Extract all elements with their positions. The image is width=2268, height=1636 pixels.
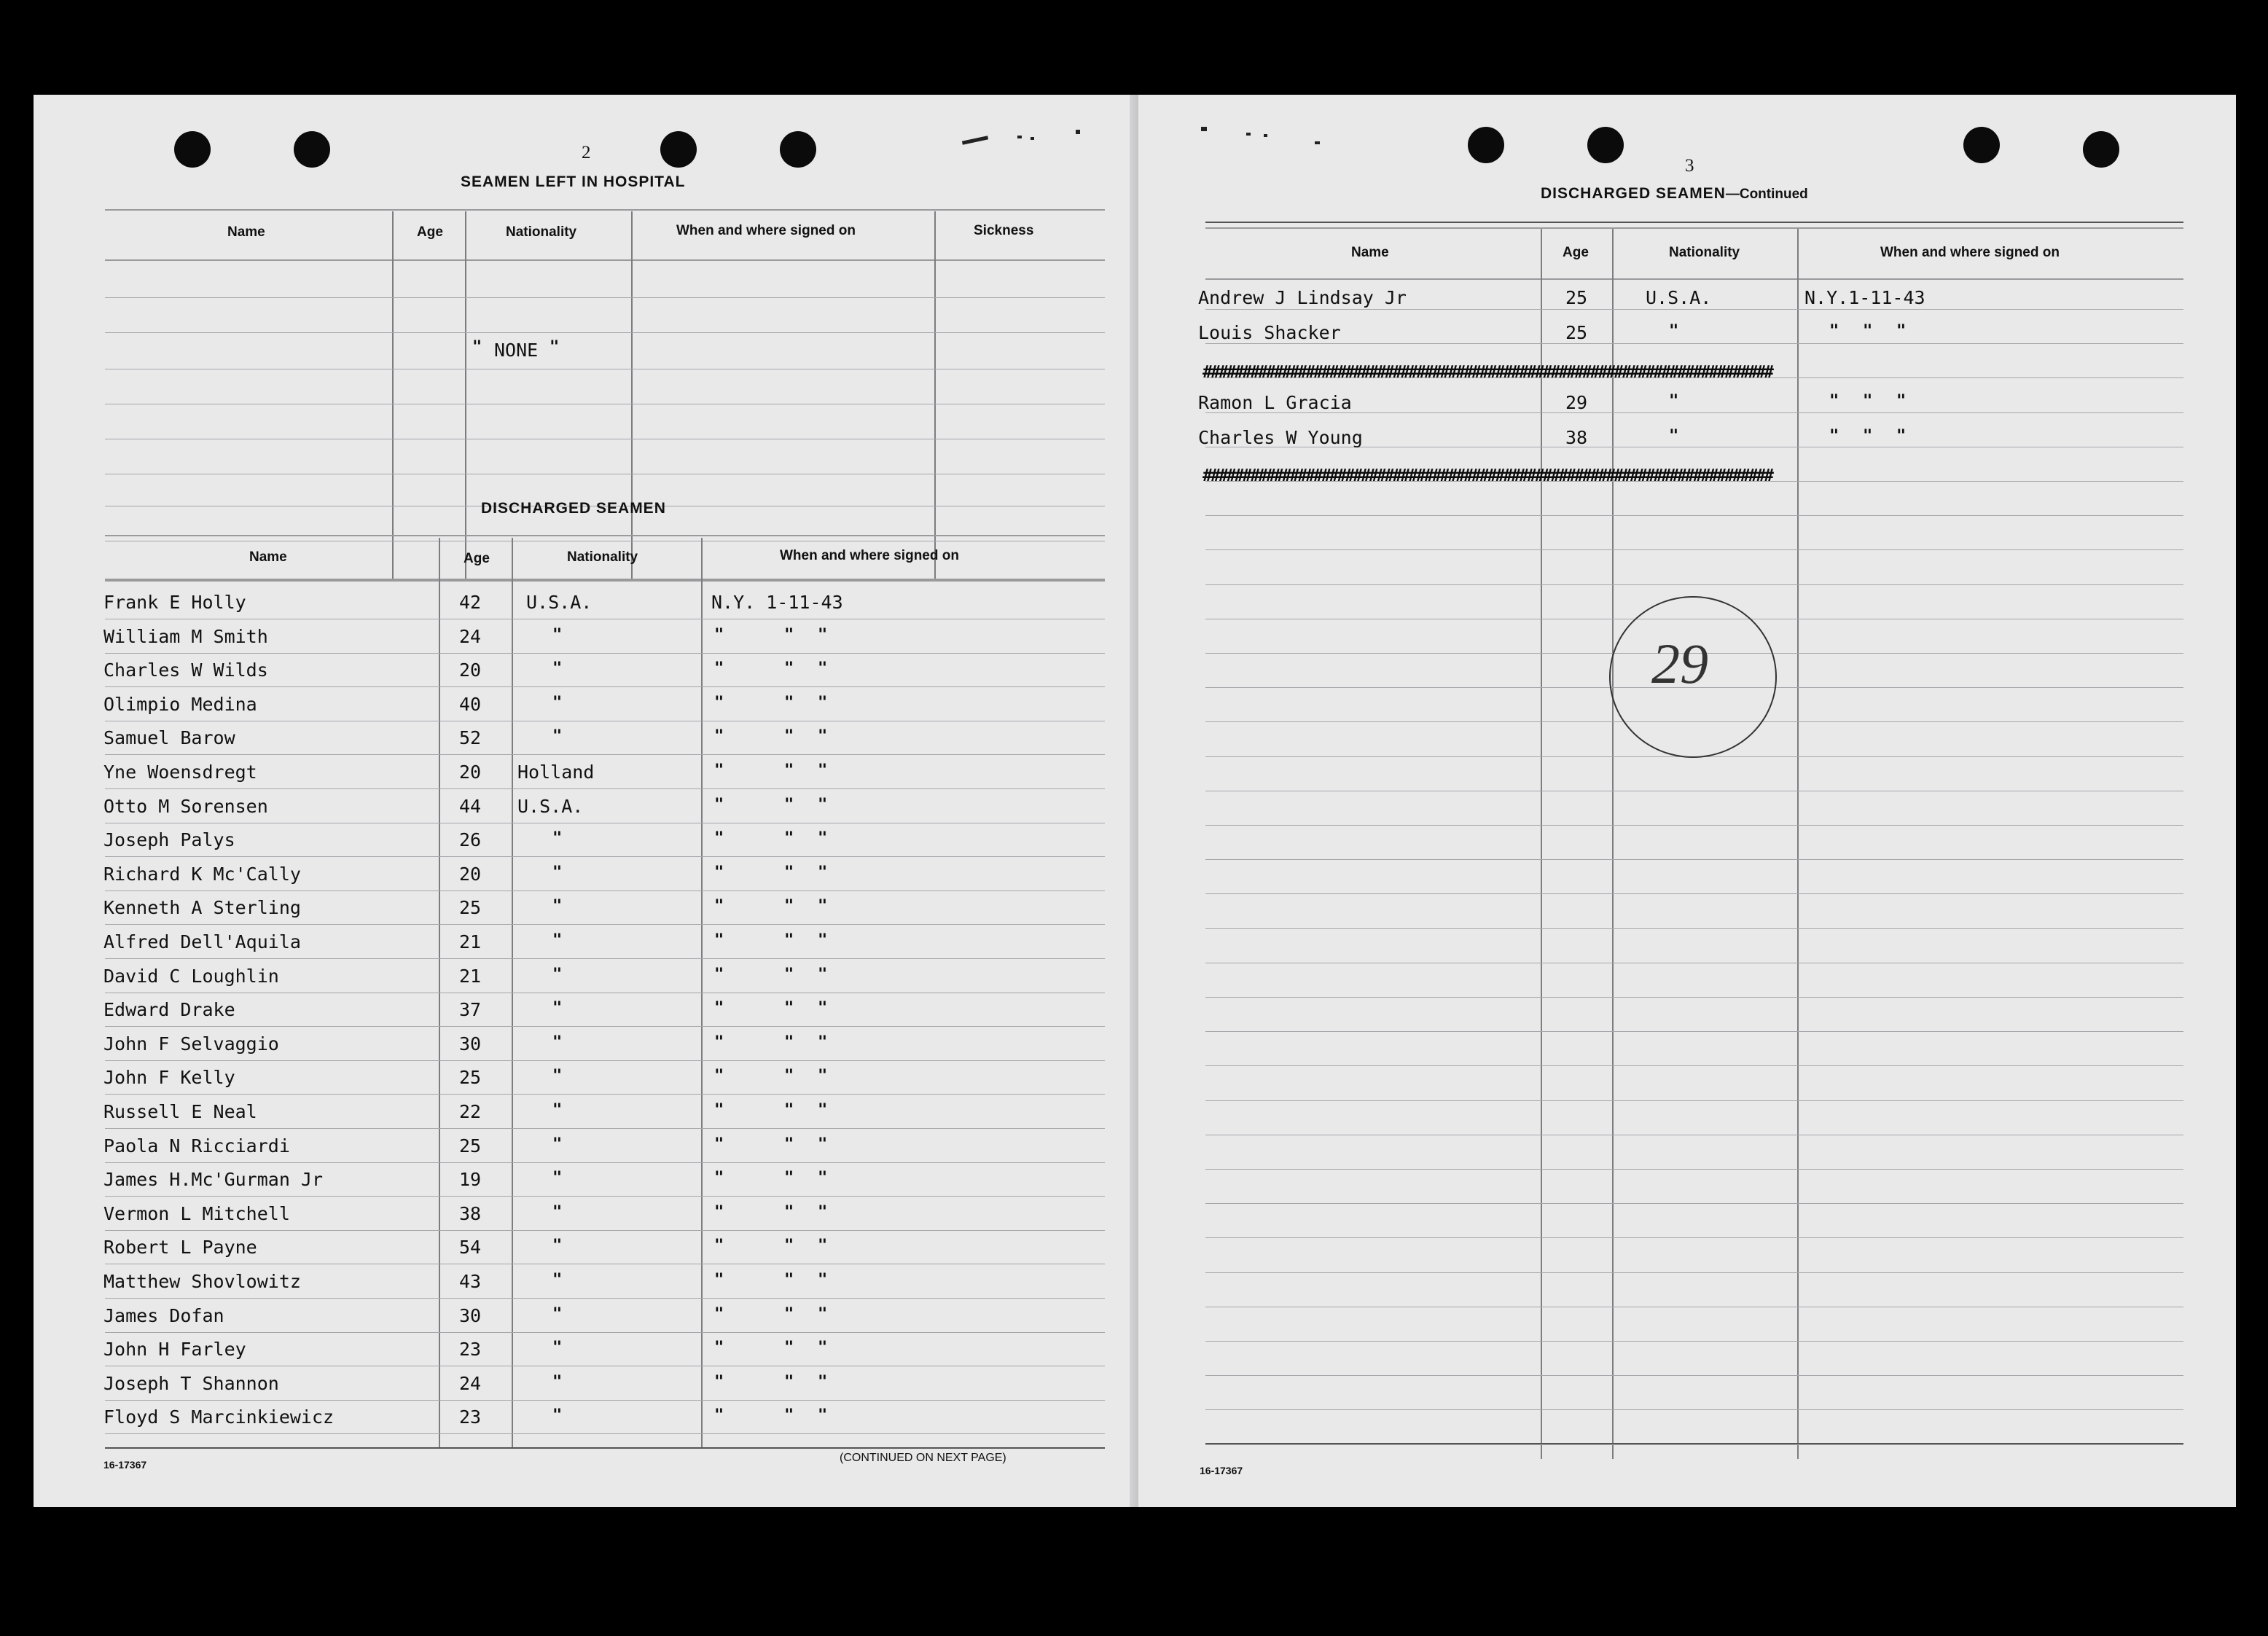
- ditto-mark: ": [714, 625, 724, 644]
- seaman-name: Otto M Sorensen: [103, 795, 268, 817]
- seaman-name: John F Selvaggio: [103, 1033, 279, 1054]
- ruled-line: [1205, 549, 2183, 550]
- ruled-line: [105, 1298, 1105, 1299]
- seaman-name: John H Farley: [103, 1339, 246, 1361]
- ruled-line: [105, 1026, 1105, 1027]
- seaman-age: 29: [1565, 392, 1588, 413]
- seaman-age: 40: [459, 693, 482, 715]
- table-bottom-line: [1205, 1443, 2183, 1444]
- ditto-mark: ": [1863, 392, 1873, 410]
- ruled-line: [1205, 1409, 2183, 1410]
- ditto-mark: ": [552, 1339, 563, 1358]
- ditto-mark: ": [714, 931, 724, 950]
- seaman-age: 23: [459, 1406, 482, 1428]
- ditto-mark: ": [714, 1372, 724, 1391]
- ruled-line: [105, 1162, 1105, 1163]
- seaman-age: 26: [459, 829, 482, 851]
- header-bottom-line: [1205, 278, 2183, 280]
- ruled-line: [105, 1332, 1105, 1333]
- ink-speck: [1201, 127, 1207, 131]
- ruled-line: [1205, 1065, 2183, 1066]
- ditto-mark: ": [818, 795, 828, 814]
- seaman-age: 54: [459, 1237, 482, 1259]
- title-continued: —Continued: [1725, 187, 1808, 202]
- punch-hole: [780, 131, 816, 168]
- ditto-mark: ": [552, 1372, 563, 1391]
- ditto-mark: ": [818, 1271, 828, 1289]
- col-divider: [1541, 229, 1542, 1459]
- ditto-mark: ": [784, 931, 794, 950]
- seaman-name: John F Kelly: [103, 1067, 235, 1089]
- section-divider: [105, 580, 1105, 582]
- seaman-age: 25: [459, 897, 482, 919]
- ditto-mark: ": [552, 897, 563, 916]
- ditto-mark: ": [818, 727, 828, 746]
- ruled-line: [1205, 1100, 2183, 1101]
- seaman-age: 30: [459, 1033, 482, 1054]
- header-nationality: Nationality: [1669, 245, 1740, 260]
- seaman-age: 24: [459, 1372, 482, 1394]
- ditto-mark: ": [714, 727, 724, 746]
- page-number: 2: [582, 143, 591, 163]
- header-top-line: [105, 535, 1105, 536]
- header-signed-on: When and where signed on: [1880, 245, 2060, 260]
- discharged-continued-title: [1541, 185, 1808, 203]
- hospital-header-nationality: Nationality: [506, 224, 577, 240]
- ditto-mark: ": [1896, 322, 1907, 340]
- punch-hole: [1468, 127, 1504, 163]
- ruled-line: [105, 1094, 1105, 1095]
- punch-hole: [660, 131, 697, 168]
- ruled-line: [105, 856, 1105, 857]
- ruled-line: [1205, 584, 2183, 585]
- ruled-line: [1205, 893, 2183, 894]
- hospital-entry: NONE: [494, 340, 539, 361]
- ruled-line: [105, 297, 1105, 298]
- ditto-mark: ": [714, 795, 724, 814]
- seaman-age: 21: [459, 931, 482, 952]
- header-top-line: [1205, 222, 2183, 223]
- ditto-mark: ": [784, 1033, 794, 1052]
- ruled-line: [105, 332, 1105, 333]
- ditto-mark: ": [714, 1271, 724, 1289]
- ruled-line: [105, 1128, 1105, 1129]
- ink-speck: [1017, 136, 1022, 138]
- seaman-name: William M Smith: [103, 625, 268, 647]
- ditto-mark: ": [472, 338, 482, 356]
- seaman-age: 25: [459, 1067, 482, 1089]
- ruled-line: [105, 788, 1105, 789]
- ditto-mark: ": [714, 897, 724, 916]
- header-top-line: [1205, 227, 2183, 229]
- right-page: [1138, 95, 2236, 1507]
- ditto-mark: ": [552, 1271, 563, 1289]
- continued-note: (CONTINUED ON NEXT PAGE): [840, 1452, 1006, 1464]
- ditto-mark: ": [714, 1304, 724, 1323]
- ditto-mark: ": [818, 999, 828, 1018]
- seaman-signed-on: N.Y. 1-11-43: [711, 592, 843, 613]
- ditto-mark: ": [784, 829, 794, 848]
- seaman-signed-on: N.Y.1-11-43: [1804, 287, 1925, 308]
- ditto-mark: ": [714, 762, 724, 780]
- ditto-mark: ": [818, 625, 828, 644]
- seaman-age: 38: [459, 1202, 482, 1224]
- discharged-header-signed-on: When and where signed on: [780, 548, 959, 563]
- ditto-mark: ": [818, 1372, 828, 1391]
- struck-out-line: ########################################################################: [1203, 363, 1772, 379]
- seaman-age: 20: [459, 863, 482, 885]
- col-divider: [934, 211, 936, 580]
- seaman-name: Kenneth A Sterling: [103, 897, 301, 919]
- seaman-age: 43: [459, 1271, 482, 1292]
- header-bottom-line: [105, 579, 1105, 580]
- discharged-section-title: DISCHARGED SEAMEN: [481, 500, 666, 517]
- ditto-mark: ": [818, 931, 828, 950]
- ruled-line: [105, 958, 1105, 959]
- ruled-line: [105, 1230, 1105, 1231]
- ditto-mark: ": [784, 1304, 794, 1323]
- seaman-age: 44: [459, 795, 482, 817]
- ditto-mark: ": [1669, 427, 1679, 445]
- hospital-header-signed-on: When and where signed on: [676, 223, 856, 238]
- ditto-mark: ": [1669, 322, 1679, 340]
- ditto-mark: ": [552, 999, 563, 1018]
- seaman-age: 24: [459, 625, 482, 647]
- seaman-nationality: Holland: [517, 762, 595, 783]
- ditto-mark: ": [818, 1067, 828, 1086]
- seaman-name: Samuel Barow: [103, 727, 235, 749]
- ruled-line: [1205, 1341, 2183, 1342]
- ditto-mark: ": [552, 625, 563, 644]
- ditto-mark: ": [1863, 322, 1873, 340]
- seaman-name: Matthew Shovlowitz: [103, 1271, 301, 1292]
- ditto-mark: ": [552, 1169, 563, 1188]
- ditto-mark: ": [1829, 392, 1839, 410]
- ruled-line: [1205, 343, 2183, 344]
- ink-speck: [1315, 141, 1320, 144]
- ditto-mark: ": [784, 897, 794, 916]
- hospital-section-title: SEAMEN LEFT IN HOSPITAL: [461, 173, 686, 190]
- seaman-nationality: U.S.A.: [1646, 287, 1712, 308]
- ditto-mark: ": [784, 693, 794, 712]
- seaman-age: 52: [459, 727, 482, 749]
- ditto-mark: ": [784, 1271, 794, 1289]
- seaman-age: 20: [459, 762, 482, 783]
- ditto-mark: ": [784, 999, 794, 1018]
- ditto-mark: ": [818, 1304, 828, 1323]
- ruled-line: [1205, 309, 2183, 310]
- ditto-mark: ": [714, 1101, 724, 1119]
- ditto-mark: ": [714, 863, 724, 882]
- seaman-age: 21: [459, 965, 482, 987]
- ditto-mark: ": [552, 1237, 563, 1256]
- ditto-mark: ": [784, 1237, 794, 1256]
- ditto-mark: ": [550, 338, 560, 356]
- ditto-mark: ": [714, 1169, 724, 1188]
- ruled-line: [105, 924, 1105, 925]
- ruled-line: [1205, 1169, 2183, 1170]
- ditto-mark: ": [818, 1033, 828, 1052]
- ruled-line: [105, 1433, 1105, 1434]
- seaman-age: 30: [459, 1304, 482, 1326]
- hospital-header-sickness: Sickness: [974, 223, 1034, 238]
- seaman-name: Robert L Payne: [103, 1237, 257, 1259]
- ruled-line: [1205, 1272, 2183, 1273]
- seaman-name: Ramon L Gracia: [1198, 392, 1352, 413]
- ditto-mark: ": [552, 660, 563, 678]
- ruled-line: [105, 754, 1105, 755]
- ruled-line: [1205, 825, 2183, 826]
- ruled-line: [1205, 928, 2183, 929]
- ditto-mark: ": [818, 1101, 828, 1119]
- seaman-name: Richard K Mc'Cally: [103, 863, 301, 885]
- hospital-header-age: Age: [417, 224, 443, 240]
- header-bottom-line: [105, 259, 1105, 261]
- header-top-line: [105, 209, 1105, 211]
- table-bottom-line: [105, 1447, 1105, 1449]
- ditto-mark: ": [714, 1237, 724, 1256]
- ruled-line: [105, 1400, 1105, 1401]
- ink-speck: [962, 136, 988, 144]
- ditto-mark: ": [552, 1101, 563, 1119]
- seaman-name: Andrew J Lindsay Jr: [1198, 287, 1407, 308]
- seaman-age: 25: [1565, 287, 1588, 308]
- ditto-mark: ": [818, 660, 828, 678]
- ruled-line: [1205, 859, 2183, 860]
- punch-hole: [294, 131, 330, 168]
- ditto-mark: ": [552, 829, 563, 848]
- ditto-mark: ": [552, 863, 563, 882]
- ditto-mark: ": [714, 1135, 724, 1154]
- ditto-mark: ": [1896, 392, 1907, 410]
- ruled-line: [1205, 997, 2183, 998]
- ditto-mark: ": [784, 795, 794, 814]
- ditto-mark: ": [818, 897, 828, 916]
- ditto-mark: ": [714, 999, 724, 1018]
- col-divider: [392, 211, 394, 580]
- ditto-mark: ": [818, 1406, 828, 1425]
- hospital-header-name: Name: [227, 224, 265, 240]
- seaman-age: 20: [459, 660, 482, 681]
- seaman-name: Russell E Neal: [103, 1101, 257, 1122]
- ditto-mark: ": [818, 1169, 828, 1188]
- ditto-mark: ": [552, 1135, 563, 1154]
- seaman-age: 25: [459, 1135, 482, 1156]
- ditto-mark: ": [1863, 427, 1873, 445]
- ditto-mark: ": [818, 829, 828, 848]
- discharged-header-name: Name: [249, 549, 287, 565]
- ditto-mark: ": [1669, 392, 1679, 410]
- ditto-mark: ": [714, 965, 724, 984]
- ditto-mark: ": [1829, 322, 1839, 340]
- page-number: 3: [1685, 156, 1694, 176]
- ditto-mark: ": [552, 1406, 563, 1425]
- seaman-name: Joseph T Shannon: [103, 1372, 279, 1394]
- ditto-mark: ": [714, 1067, 724, 1086]
- seaman-age: 22: [459, 1101, 482, 1122]
- ditto-mark: ": [818, 965, 828, 984]
- seaman-name: Joseph Palys: [103, 829, 235, 851]
- seaman-name: Alfred Dell'Aquila: [103, 931, 301, 952]
- ink-speck: [1246, 133, 1251, 136]
- ditto-mark: ": [552, 931, 563, 950]
- ink-speck: [1264, 134, 1267, 137]
- seaman-name: Charles W Wilds: [103, 660, 268, 681]
- ditto-mark: ": [552, 1304, 563, 1323]
- ditto-mark: ": [784, 1406, 794, 1425]
- punch-hole: [1587, 127, 1624, 163]
- ditto-mark: ": [818, 762, 828, 780]
- form-number: 16-17367: [1200, 1465, 1243, 1476]
- ruled-line: [1205, 412, 2183, 413]
- ink-speck: [1031, 137, 1034, 140]
- ditto-mark: ": [784, 965, 794, 984]
- ditto-mark: ": [714, 1406, 724, 1425]
- form-number: 16-17367: [103, 1459, 147, 1471]
- ruled-line: [105, 686, 1105, 687]
- seaman-age: 19: [459, 1169, 482, 1191]
- seaman-name: Edward Drake: [103, 999, 235, 1021]
- ditto-mark: ": [714, 1202, 724, 1221]
- col-divider: [1797, 229, 1799, 1459]
- discharged-header-age: Age: [464, 551, 490, 566]
- ditto-mark: ": [784, 1067, 794, 1086]
- ruled-line: [1205, 1031, 2183, 1032]
- ruled-line: [1205, 1237, 2183, 1238]
- ruled-line: [1205, 1375, 2183, 1376]
- seaman-age: 37: [459, 999, 482, 1021]
- punch-hole: [1963, 127, 2000, 163]
- ditto-mark: ": [784, 1169, 794, 1188]
- ditto-mark: ": [818, 1237, 828, 1256]
- ditto-mark: ": [552, 1033, 563, 1052]
- ditto-mark: ": [1829, 427, 1839, 445]
- seaman-name: Charles W Young: [1198, 427, 1363, 448]
- seaman-nationality: U.S.A.: [526, 592, 593, 613]
- ditto-mark: ": [714, 693, 724, 712]
- ruled-line: [1205, 515, 2183, 516]
- ditto-mark: ": [714, 1033, 724, 1052]
- col-divider: [1612, 229, 1614, 1459]
- ditto-mark: ": [784, 727, 794, 746]
- seaman-name: Louis Shacker: [1198, 322, 1341, 343]
- ruled-line: [105, 653, 1105, 654]
- seaman-age: 23: [459, 1339, 482, 1361]
- ditto-mark: ": [818, 1339, 828, 1358]
- ditto-mark: ": [784, 625, 794, 644]
- seaman-name: Vermon L Mitchell: [103, 1202, 290, 1224]
- ditto-mark: ": [784, 762, 794, 780]
- ditto-mark: ": [1896, 427, 1907, 445]
- ditto-mark: ": [714, 1339, 724, 1358]
- header-name: Name: [1351, 245, 1389, 260]
- left-page: [34, 95, 1138, 1507]
- seaman-nationality: U.S.A.: [517, 795, 584, 817]
- header-age: Age: [1563, 245, 1589, 260]
- ditto-mark: ": [818, 863, 828, 882]
- ditto-mark: ": [552, 1202, 563, 1221]
- ditto-mark: ": [818, 693, 828, 712]
- ditto-mark: ": [784, 1339, 794, 1358]
- handwritten-note: 29: [1651, 632, 1708, 695]
- seaman-name: James Dofan: [103, 1304, 224, 1326]
- ditto-mark: ": [784, 1372, 794, 1391]
- punch-hole: [2083, 131, 2119, 168]
- ditto-mark: ": [784, 1202, 794, 1221]
- ditto-mark: ": [818, 1135, 828, 1154]
- seaman-name: Floyd S Marcinkiewicz: [103, 1406, 335, 1428]
- seaman-name: Frank E Holly: [103, 592, 246, 613]
- col-divider: [465, 211, 466, 580]
- ruled-line: [105, 1196, 1105, 1197]
- seaman-age: 38: [1565, 427, 1588, 448]
- ditto-mark: ": [714, 829, 724, 848]
- punch-hole: [174, 131, 211, 168]
- struck-out-line: ########################################################################: [1203, 466, 1772, 482]
- ditto-mark: ": [552, 1067, 563, 1086]
- col-divider: [631, 211, 633, 580]
- ruled-line: [1205, 1203, 2183, 1204]
- ditto-mark: ": [784, 660, 794, 678]
- seaman-name: Olimpio Medina: [103, 693, 257, 715]
- seaman-name: David C Loughlin: [103, 965, 279, 987]
- ditto-mark: ": [552, 693, 563, 712]
- ditto-mark: ": [784, 1101, 794, 1119]
- ditto-mark: ": [714, 660, 724, 678]
- ditto-mark: ": [552, 727, 563, 746]
- seaman-age: 42: [459, 592, 482, 613]
- ditto-mark: ": [818, 1202, 828, 1221]
- ruled-line: [105, 1060, 1105, 1061]
- ditto-mark: ": [784, 1135, 794, 1154]
- seaman-name: James H.Mc'Gurman Jr: [103, 1169, 324, 1191]
- ink-speck: [1076, 130, 1080, 134]
- ditto-mark: ": [552, 965, 563, 984]
- discharged-header-nationality: Nationality: [567, 549, 638, 565]
- seaman-name: Paola N Ricciardi: [103, 1135, 290, 1156]
- title-main: DISCHARGED SEAMEN: [1541, 185, 1726, 202]
- ditto-mark: ": [784, 863, 794, 882]
- seaman-name: Yne Woensdregt: [103, 762, 257, 783]
- seaman-age: 25: [1565, 322, 1588, 343]
